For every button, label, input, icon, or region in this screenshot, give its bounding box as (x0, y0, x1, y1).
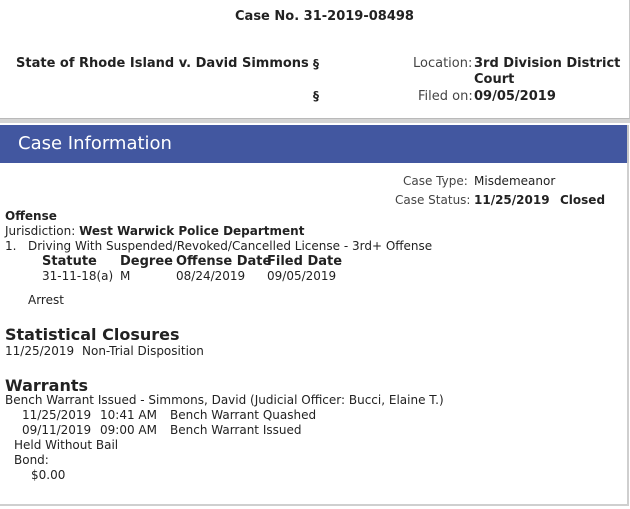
content-border (627, 163, 629, 505)
offense-heading: Offense (5, 209, 57, 223)
warrant-event-time: 10:41 AM (100, 408, 157, 422)
case-type-value: Misdemeanor (474, 174, 556, 188)
warrant-event-time: 09:00 AM (100, 423, 157, 437)
section-symbol: § (313, 57, 319, 71)
case-status-value: Closed (560, 193, 606, 207)
warrant-event-description: Bench Warrant Quashed (170, 408, 317, 422)
case-information-title: Case Information (18, 133, 172, 154)
column-header-statute: Statute (42, 254, 97, 269)
location-value-line2: Court (474, 72, 515, 87)
filed-on-value: 09/05/2019 (474, 89, 556, 104)
bail-status: Held Without Bail (14, 438, 119, 452)
location-label: Location: (413, 56, 473, 71)
warrant-event-date: 09/11/2019 (22, 423, 92, 437)
jurisdiction-line (5, 224, 304, 238)
filed-on-label: Filed on: (418, 89, 473, 104)
warrants-heading: Warrants (5, 376, 89, 395)
content-border-bottom (0, 504, 629, 506)
filed-date-value: 09/05/2019 (267, 269, 337, 283)
column-header-filed-date: Filed Date (267, 254, 343, 269)
bond-amount: $0.00 (31, 468, 66, 482)
closure-description: Non-Trial Disposition (82, 344, 204, 358)
case-number: Case No. 31-2019-08498 (235, 9, 414, 24)
header-divider (0, 119, 630, 123)
warrant-event-description: Bench Warrant Issued (170, 423, 302, 437)
offense-item-number: 1. (5, 239, 17, 253)
case-information-banner (0, 125, 629, 163)
bond-label: Bond: (14, 453, 49, 467)
statute-value: 31-11-18(a) (42, 269, 114, 283)
statistical-closures-heading: Statistical Closures (5, 325, 180, 344)
case-type-label: Case Type: (403, 174, 468, 188)
location-value: 3rd Division District (474, 56, 621, 71)
warrant-event-date: 11/25/2019 (22, 408, 92, 422)
case-status-label: Case Status: (395, 193, 471, 207)
offense-date-value: 08/24/2019 (176, 269, 246, 283)
section-symbol: § (313, 89, 319, 103)
case-status-date: 11/25/2019 (474, 193, 550, 207)
column-header-degree: Degree (120, 254, 173, 269)
jurisdiction-label: Jurisdiction: (5, 224, 76, 238)
jurisdiction-value: West Warwick Police Department (79, 224, 305, 238)
degree-value: M (120, 269, 131, 283)
case-title: State of Rhode Island v. David Simmons (16, 56, 309, 71)
closure-date: 11/25/2019 (5, 344, 75, 358)
arrest-label: Arrest (28, 293, 64, 307)
offense-description: Driving With Suspended/Revoked/Cancelled License - 3rd+ Offense (28, 239, 433, 253)
column-header-offense-date: Offense Date (176, 254, 272, 269)
warrant-summary: Bench Warrant Issued - Simmons, David (Judicial Officer: Bucci, Elaine T.) (5, 393, 444, 407)
